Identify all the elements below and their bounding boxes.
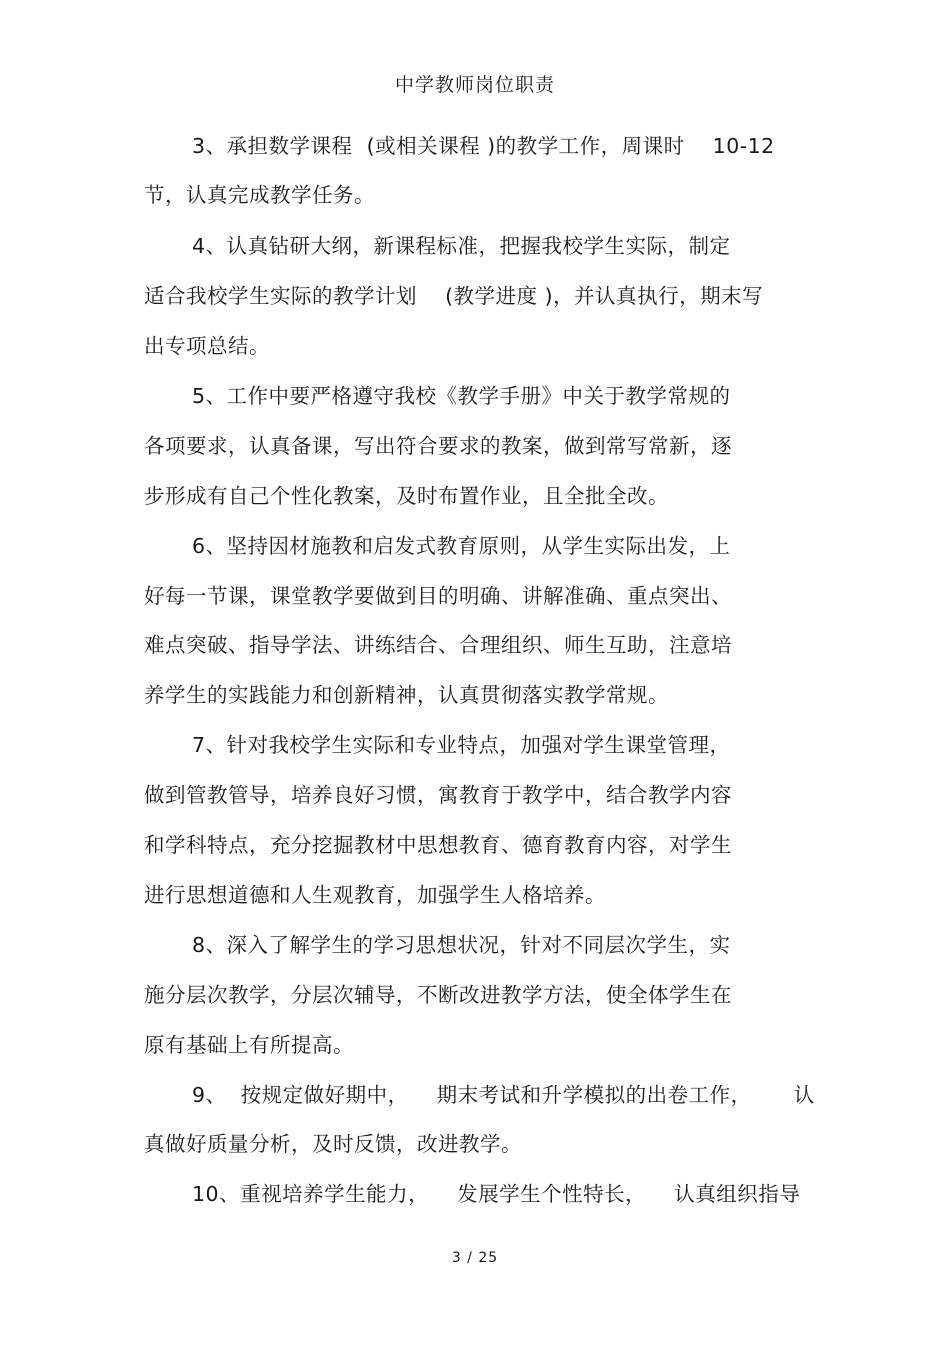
body-line: 做到管教管导，培养良好习惯，寓教育于教学中，结合教学内容 [144,783,732,807]
page-number: 3 / 25 [451,1250,499,1266]
body-line: 8、深入了解学生的学习思想状况，针对不同层次学生，实 [192,933,731,957]
body-line: 进行思想道德和人生观教育，加强学生人格培养。 [144,883,606,907]
body-line: 5、工作中要严格遵守我校《教学手册》中关于教学常规的 [192,384,731,408]
body-line: 原有基础上有所提高。 [144,1033,354,1057]
body-line: 养学生的实践能力和创新精神，认真贯彻落实教学常规。 [144,683,669,707]
body-line: 节，认真完成教学任务。 [144,183,375,207]
page-header-title: 中学教师岗位职责 [394,74,555,96]
body-line: 3、承担数学课程 (或相关课程 )的教学工作，周课时 10-12 [192,134,775,158]
body-line: 9、 按规定做好期中， 期末考试和升学模拟的出卷工作， 认 [192,1083,815,1107]
body-line: 适合我校学生实际的教学计划 (教学进度 )，并认真执行，期末写 [144,284,764,308]
body-line: 6、坚持因材施教和启发式教育原则，从学生实际出发，上 [192,534,731,558]
body-line: 4、认真钻研大纲，新课程标准，把握我校学生实际，制定 [192,234,731,258]
body-line: 好每一节课，课堂教学要做到目的明确、讲解准确、重点突出、 [144,584,732,608]
body-line: 真做好质量分析，及时反馈，改进教学。 [144,1132,522,1156]
body-line: 10、重视培养学生能力， 发展学生个性特长， 认真组织指导 [192,1182,801,1206]
body-line: 难点突破、指导学法、讲练结合、合理组织、师生互助，注意培 [144,633,732,657]
body-line: 7、针对我校学生实际和专业特点，加强对学生课堂管理， [192,733,731,757]
body-line: 施分层次教学，分层次辅导，不断改进教学方法，使全体学生在 [144,983,732,1007]
body-line: 和学科特点，充分挖掘教材中思想教育、德育教育内容，对学生 [144,833,732,857]
body-line: 步形成有自己个性化教案，及时布置作业，且全批全改。 [144,484,669,508]
body-line: 各项要求，认真备课，写出符合要求的教案，做到常写常新，逐 [144,434,732,458]
body-line: 出专项总结。 [144,334,270,358]
